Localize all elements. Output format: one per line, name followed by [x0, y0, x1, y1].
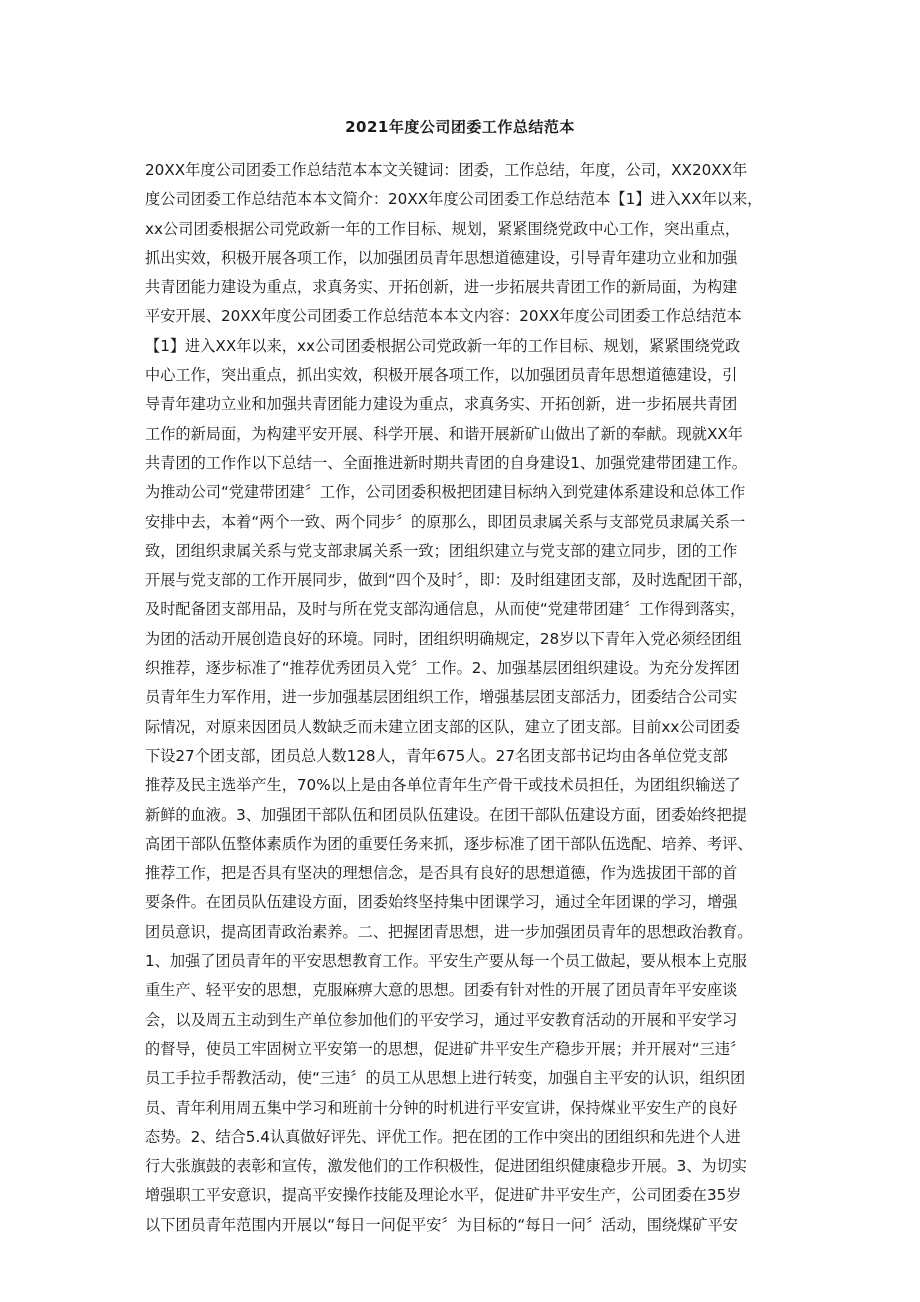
body-text-line: 际情况，对原来因团员人数缺乏而未建立团支部的区队，建立了团支部。目前xx公司团委 [145, 717, 741, 736]
body-text-line: 要条件。在团员队伍建设方面，团委始终坚持集中团课学习，通过全年团课的学习，增强 [145, 893, 738, 912]
body-text-line: 员工手拉手帮教活动，使“三违〞的员工从思想上进行转变，加强自主平安的认识，组织团 [145, 1069, 746, 1088]
body-text-line: 致，团组织隶属关系与党支部隶属关系一致；团组织建立与党支部的建立同步，团的工作 [145, 541, 738, 560]
body-text-line: 为团的活动开展创造良好的环境。同时，团组织明确规定，28岁以下青年入党必须经团组 [145, 629, 742, 648]
body-text-line: 增强职工平安意识，提高平安操作技能及理论水平，促进矿井平安生产，公司团委在35岁 [145, 1186, 742, 1205]
body-text-line: 导青年建功立业和加强共青团能力建设为重点，求真务实、开拓创新，进一步拓展共青团 [145, 395, 738, 414]
body-text-line: 工作的新局面，为构建平安开展、科学开展、和谐开展新矿山做出了新的奉献。现就XX年 [145, 424, 743, 443]
body-text-line: 员青年生力军作用，进一步加强基层团组织工作，增强基层团支部活力，团委结合公司实 [145, 688, 738, 707]
body-text-line: 1、加强了团员青年的平安思想教育工作。平安生产要从每一个员工做起，要从根本上克服 [145, 952, 747, 971]
body-text-line: 度公司团委工作总结范本本文简介：20XX年度公司团委工作总结范本【1】进入XX年以来， [145, 190, 763, 209]
body-text-line: 安排中去，本着“两个一致、两个同步〞的原那么，即团员隶属关系与支部党员隶属关系一 [145, 512, 746, 531]
body-text-line: 为推动公司“党建带团建〞工作，公司团委积极把团建目标纳入到党建体系建设和总体工作 [145, 483, 746, 502]
body-text-line: 以下团员青年范围内开展以“每日一问促平安〞为目标的“每日一问〞活动，围绕煤矿平安 [145, 1215, 738, 1234]
body-text-line: 态势。2、结合5.4认真做好评先、评优工作。把在团的工作中突出的团组织和先进个人进 [145, 1127, 741, 1146]
document-body [145, 156, 785, 1240]
body-text-line: 及时配备团支部用品，及时与所在党支部沟通信息，从而使“党建带团建〞工作得到落实， [145, 600, 746, 619]
body-text-line: 会，以及周五主动到生产单位参加他们的平安学习，通过平安教育活动的开展和平安学习 [145, 1010, 738, 1029]
body-text-line: 织推荐，逐步标准了“推荐优秀团员入党〞工作。2、加强基层团组织建设。为充分发挥团 [145, 659, 740, 678]
body-text-line: 【1】进入XX年以来，xx公司团委根据公司党政新一年的工作目标、规划，紧紧围绕党政 [145, 336, 741, 355]
body-text-line: 共青团能力建设为重点，求真务实、开拓创新，进一步拓展共青团工作的新局面，为构建 [145, 278, 738, 297]
body-text-line: 抓出实效，积极开展各项工作，以加强团员青年思想道德建设，引导青年建功立业和加强 [145, 248, 738, 267]
body-text-line: 推荐工作，把是否具有坚决的理想信念，是否具有良好的思想道德，作为选拔团干部的首 [145, 864, 738, 883]
body-text-line: 新鲜的血液。3、加强团干部队伍和团员队伍建设。在团干部队伍建设方面，团委始终把提 [145, 805, 747, 824]
body-text-line: 推荐及民主选举产生，70%以上是由各单位青年生产骨干或技术员担任，为团组织输送了 [145, 776, 741, 795]
body-text-line: 团员意识，提高团青政治素养。二、把握团青思想，进一步加强团员青年的思想政治教育。 [145, 922, 753, 941]
body-text-line: 高团干部队伍整体素质作为团的重要任务来抓，逐步标准了团干部队伍选配、培养、考评、 [145, 834, 753, 853]
body-text-line: 开展与党支部的工作开展同步，做到“四个及时〞，即：及时组建团支部，及时选配团干部， [145, 571, 753, 590]
body-text-line: 的督导，使员工牢固树立平安第一的思想，促进矿井平安生产稳步开展；并开展对“三违〞 [145, 1039, 746, 1058]
body-text-line: 中心工作，突出重点，抓出实效，积极开展各项工作，以加强团员青年思想道德建设，引 [145, 366, 738, 385]
document-title: 2021年度公司团委工作总结范本 [345, 118, 575, 136]
body-text-line: 员、青年利用周五集中学习和班前十分钟的时机进行平安宣讲，保持煤业平安生产的良好 [145, 1098, 738, 1117]
body-text-line: xx公司团委根据公司党政新一年的工作目标、规划，紧紧围绕党政中心工作，突出重点， [145, 219, 741, 238]
body-text-line: 共青团的工作作以下总结一、全面推进新时期共青团的自身建设1、加强党建带团建工作。 [145, 453, 747, 472]
body-text-line: 下设27个团支部，团员总人数128人，青年675人。27名团支部书记均由各单位党支部 [145, 746, 728, 765]
body-text-line: 20XX年度公司团委工作总结范本本文关键词：团委，工作总结，年度，公司，XX20XX年 [145, 161, 748, 179]
body-text-line: 平安开展、20XX年度公司团委工作总结范本本文内容：20XX年度公司团委工作总结范本 [145, 307, 742, 326]
body-text-line: 重生产、轻平安的思想，克服麻痹大意的思想。团委有针对性的开展了团员青年平安座谈 [145, 981, 738, 1000]
body-text-line: 行大张旗鼓的表彰和宣传，激发他们的工作积极性，促进团组织健康稳步开展。3、为切实 [145, 1157, 747, 1176]
